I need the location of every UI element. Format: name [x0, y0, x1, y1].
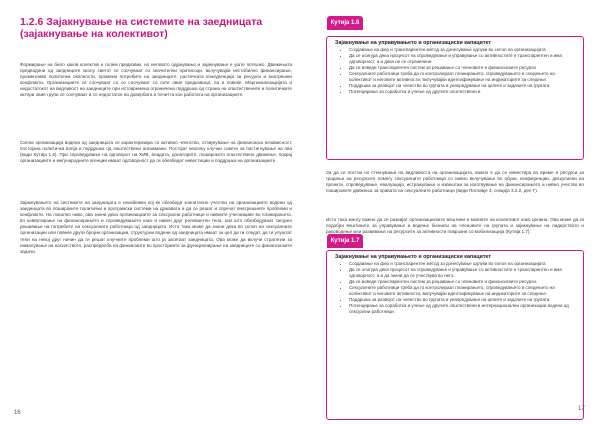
box-1-7 — [326, 250, 584, 420]
list-item: • Сексуалните работници треба да го контролираат планирањето, спроведувањето и следењето на колективот и неговите активности, вклучувајќи идентификување на индикаторите за следење. — [349, 285, 575, 297]
body-paragraph-2: Силна организација водена од заедницата се карактеризира со активно членство, отзвукување на финансиска независност, постојана политичка волја и поддршка од општествени ангажмани. Постојат неколку клучни совети за постигнување на ова (види Кутија 1.6). При спроведување на одговорот на ХИВ, владата, донаторите, поширокото општествено движење, покрај организациите и меѓународните агенции имаат одговорност да ги обезбедат инвестиции и поддршка на организациите. — [20, 140, 292, 164]
list-item: • Да се воведе транспарентен систем за решавање со членовите и финансиските ресурси. — [349, 279, 575, 285]
box-1-7-tab: Кутија 1.7 — [327, 234, 363, 248]
list-item: • Да се осигура дека процесот на спроведување и управување со активностите е транспарентен и има одговорност, а и дека не се ограничени — [349, 53, 575, 65]
box-1-7-title: Зајакнување на управувањето и организациски капацитет — [335, 254, 492, 260]
body-paragraph-3: Зајакнувањето на системите на заедницата е неизбежен кој ќе обезбеди значително учество на организациите водени од заедницата во пошироките политички и програмски системи на државата и да се решат и спречат внатрешните проблеми и конфликти. На локално ниво, ова значи дека организациите за сексуални работници и нивните учеснициве во планирањето, во ковертирање на финансирањето и спроведувањето како и нивен друг релевантен тела, кои што обезбедуваат сигурно решавање на потребите на сексуалните работници од заедницата. Исто така може да значи дека во склоп на сексуалните организации или повеќе други бројни организации, структурни водени од заедницата имаат за цел да ги следат, да ги улуштат тели на некој друг начин да ги решат клучните проблеми што ја засегаат заедницата. Ова може да вклучи стратегии за намалување на насилството, распределба на финансиите во просториите за функционирање на заедниците со финансиските задачи. — [20, 200, 292, 254]
box-1-7-list — [335, 261, 575, 315]
list-item: • Создавање на фер и транспарентен метод за донесување одлуки во склоп на организацијата — [349, 47, 575, 53]
section-heading: 1.2.6 Зајакнување на системите на заедницата (зајакнување на колективот) — [20, 16, 263, 40]
box-1-6-tab: Кутија 1.6 — [327, 16, 363, 30]
mid-paragraph-2: Исто така многу важно да се развијат организациските вештини и моќните на колективот како целина. Ова може да ги подобри вештините за управување и водење бизниси на членовите на групата и зајакнување на лидерството и раководење или развивање на ресурсите за активности поврзани со мобилизација (Кутија 1.7). — [326, 217, 584, 235]
list-item: • Да се осигура дека процесот на спроведување и управување со активностите е транспарентен и има одговорност, а и да значи да се учествува во него. — [349, 267, 575, 279]
box-1-6-title: Зајакнување на управувањето и организациски капацитет — [335, 40, 492, 46]
box-1-6-list — [335, 47, 575, 95]
list-item: • Потенцирање за соработка и учење од другите општествени и — [349, 89, 575, 95]
list-item: • Сексуалните работници треба да го контролираат планирањето, спроведувањето и следењето на колективот и неговите активности, вклучувајќи идентификување на индикаторите за следење. — [349, 71, 575, 83]
list-item: • Да се воведе транспарентен систем за решавање со членовите и финансиските ресурси — [349, 65, 575, 71]
list-item: • Потенцирање за соработка и учење од другите општествени и интернационални организации водени од сексуални работници — [349, 303, 575, 315]
page-number-left: 16 — [14, 410, 21, 416]
box-1-6 — [326, 36, 584, 160]
body-paragraph-1: Формирање на било каков колектив е голем предизвик, но неговото одржување и зајакнување е уште потешко. Движењата предводени од заедниците околу светот се соочуваат со значителни притисоци, вклучувајќи нестабилно финансирање, променливи политички околности, промени потребите на заедниците, растечката конкуренција за ресурси и внатрешни конфликти. Организациите се соочуваат со се соочуваат со сите овие предизвици, па и повеќе. Маргинализацијата и недостатокот на видливост на заедниците при истовремена ограничена поддршка од страна на општествените и политичките актери овие групи се соочуваат и со недостаток на довербата и почитта кон работата на организациите. — [20, 62, 292, 98]
list-item: • Поддршка за развојот на членство во групата и унапредување на целите и задачите на групата — [349, 83, 575, 89]
list-item: • Поддршка за развојот на членство во групата и унапредување на целите и задачите на групата. — [349, 297, 575, 303]
list-item: • Создавање на фер и транспарентен метод за донесување одлуки во склоп на организацијата — [349, 261, 575, 267]
mid-paragraph-1: За да се постои но стекнување на видливоста на организацијата, важно е да се инвестира во време и ресурси за градење на ресурсите помеѓу сексуалните работници со нивно вклучување во обуки, конференции, дискусиони на проекти, спроведување, евалуација, истражување и извештаи за изготвување на финансирањето и нивно учество во пошироките движења за правата на сексуалните работници (види Поглавје 3, секција 3.2.2, дел Г). — [326, 170, 584, 194]
page-number-right: 17 — [578, 406, 585, 412]
